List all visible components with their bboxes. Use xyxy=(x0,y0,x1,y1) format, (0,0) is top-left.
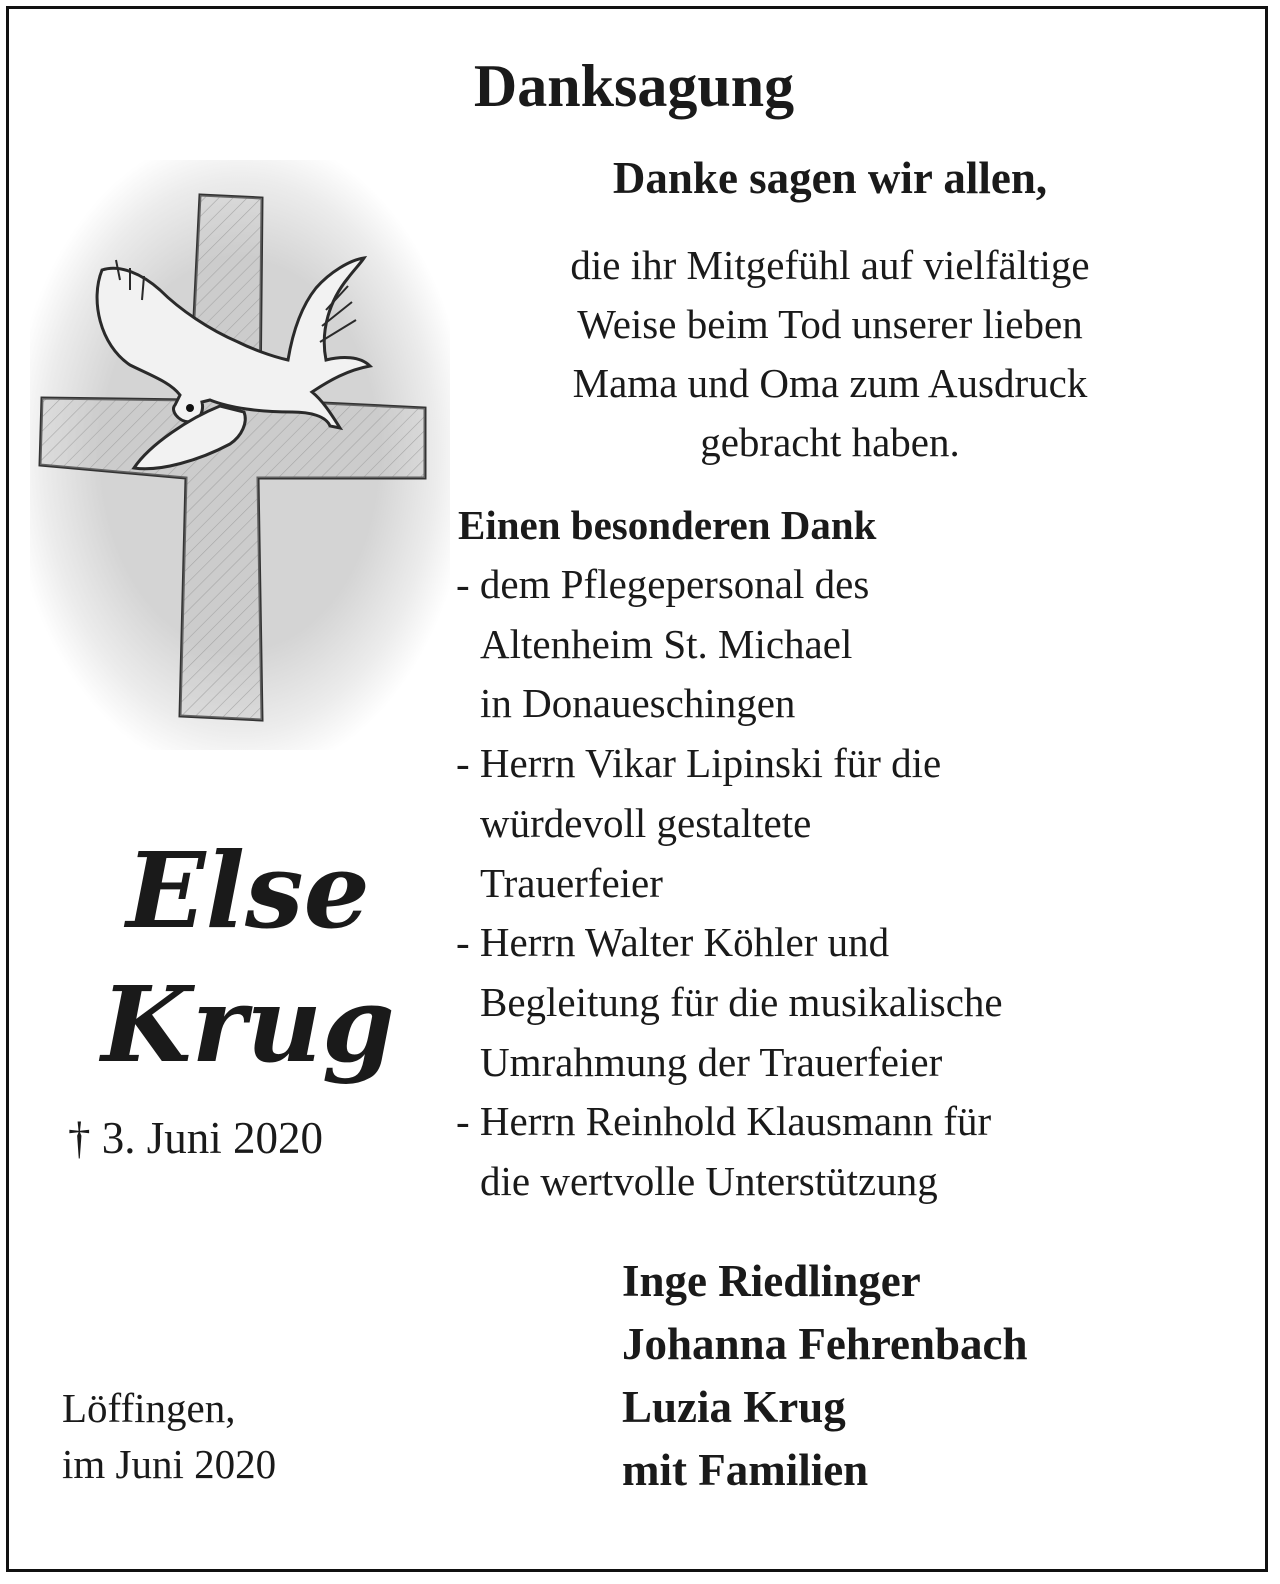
signer-name: mit Familien xyxy=(622,1445,869,1495)
thanks-line: würdevoll gestaltete xyxy=(480,799,812,846)
thanks-line: Trauerfeier xyxy=(480,859,663,906)
thanks-line: Umrahmung der Trauerfeier xyxy=(480,1038,943,1085)
signer-name: Johanna Fehrenbach xyxy=(622,1319,1028,1369)
place-and-date xyxy=(62,1380,276,1492)
intro-line: Weise beim Tod unserer lieben xyxy=(577,301,1083,347)
signers-list xyxy=(622,1250,1028,1502)
intro-line: Mama und Oma zum Ausdruck xyxy=(572,360,1088,406)
notice-title: Danksagung xyxy=(473,53,795,119)
thanks-line: - Herrn Walter Köhler und xyxy=(456,919,890,966)
intro-line: gebracht haben. xyxy=(700,419,960,465)
thanks-line: Begleitung für die musikalische xyxy=(480,978,1003,1025)
thanks-line: - Herrn Reinhold Klausmann für xyxy=(456,1098,992,1145)
special-thanks-heading: Einen besonderen Dank xyxy=(458,502,877,548)
date-line: im Juni 2020 xyxy=(62,1441,277,1487)
signer-name: Luzia Krug xyxy=(622,1382,846,1432)
signer-name: Inge Riedlinger xyxy=(622,1256,921,1306)
thanks-line: die wertvolle Unterstützung xyxy=(480,1158,938,1205)
thanks-line: - Herrn Vikar Lipinski für die xyxy=(456,740,942,787)
thanks-line: in Donaueschingen xyxy=(480,680,796,727)
intro-paragraph xyxy=(440,236,1220,472)
subheading: Danke sagen wir allen, xyxy=(612,153,1048,203)
thanks-line: Altenheim St. Michael xyxy=(480,620,853,667)
deceased-last-name: Krug xyxy=(101,963,395,1086)
thanks-line: - dem Pflegepersonal des xyxy=(456,561,870,607)
deceased-first-name: Else xyxy=(126,829,370,952)
intro-line: die ihr Mitgefühl auf vielfältige xyxy=(570,242,1090,288)
place-line: Löffingen, xyxy=(62,1385,236,1431)
special-thanks-list xyxy=(456,555,1003,1212)
death-date: † 3. Juni 2020 xyxy=(68,1113,324,1163)
cross-with-dove-icon xyxy=(30,160,450,750)
